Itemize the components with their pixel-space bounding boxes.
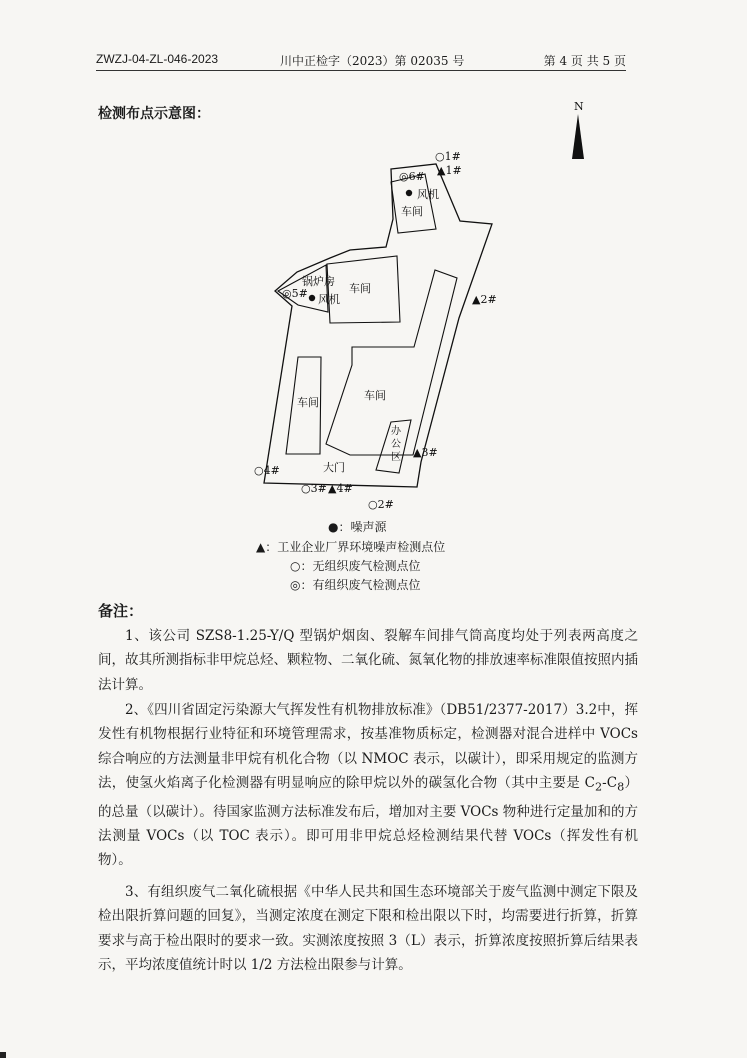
scan-corner-mark	[0, 1052, 6, 1058]
label-office	[391, 424, 402, 463]
report-code: ZWZJ-04-ZL-046-2023	[96, 52, 219, 66]
legend-fugitive-gas: ○：无组织废气检测点位	[290, 559, 421, 573]
point-t4: ▲4#	[328, 482, 353, 495]
north-label: N	[574, 100, 584, 113]
legend-stack-gas: ◎：有组织废气检测点位	[290, 578, 421, 592]
label-workshop-top: 车间	[401, 205, 423, 218]
note-paragraph-3: 3、有组织废气二氧化硫根据《中华人民共和国生态环境部关于废气监测中测定下限及检出限折算问题的回复》，当测定浓度在测定下限和检出限以下时，均需要进行折算，折算要求与高于检出限时的要求一致。实测浓度按照 3（L）表示，折算浓度按照折算后结果表示，平均浓度值统计时以 1/2 方法检出限参与计算。	[98, 884, 638, 973]
note-paragraph-2: 2、《四川省固定污染源大气挥发性有机物排放标准》（DB51/2377-2017）3.2中，挥发性有机物根据行业特征和环境管理需求，按基准物质标定，检测器对混合进样中 VOCs 综合响应的方法测量非甲烷有机化合物（以 NMOC 表示，以碳计），即采用规定的监测方法，使氢火焰离子化检测器有明显响应的除甲烷以外的碳氢化合物（其中主要是 $C_2-C_8$）的总量（以碳计）。待国家监测方法标准发布后，增加对主要 VOCs 物种进行定量加和的方法测量 VOCs（以 TOC 表示）。即可用非甲烷总烃检测结果代替 VOCs（挥发性有机物）。	[98, 702, 639, 869]
label-boiler-room: 锅炉房	[302, 275, 335, 288]
point-o1: ○1#	[435, 150, 461, 163]
label-workshop-left: 车间	[297, 396, 319, 409]
point-t2: ▲2#	[472, 293, 497, 306]
legend-boundary-noise: ▲：工业企业厂界环境噪声检测点位	[256, 540, 446, 554]
point-d6: ◎6#	[399, 170, 425, 183]
noise-source-dot	[406, 190, 412, 196]
label-fan-boiler: 风机	[318, 293, 340, 306]
point-o2: ○2#	[368, 498, 394, 511]
noise-source-dot	[309, 295, 315, 301]
north-arrow-icon	[572, 114, 584, 159]
svg-text:区: 区	[391, 452, 401, 463]
point-o3: ○3#	[301, 482, 327, 495]
legend-noise-source: ●：噪声源	[328, 520, 387, 534]
page-number: 第 4 页 共 5 页	[543, 54, 626, 68]
section-title: 检测布点示意图：	[98, 106, 210, 122]
notes-title: 备注：	[98, 602, 144, 620]
report-number: 川中正检字（2023）第 02035 号	[280, 54, 465, 68]
point-d5: ◎5#	[282, 287, 308, 300]
site-boundary	[264, 164, 492, 487]
point-t3: ▲3#	[413, 446, 438, 459]
svg-text:办: 办	[391, 426, 401, 437]
svg-text:公: 公	[391, 439, 401, 450]
point-t1: ▲1#	[437, 164, 462, 177]
label-fan-top: 风机	[417, 188, 439, 201]
label-workshop-middle: 车间	[349, 282, 371, 295]
label-workshop-large: 车间	[364, 389, 386, 402]
note-paragraph-1: 1、该公司 SZS8-1.25-Y/Q 型锅炉烟囱、裂解车间排气筒高度均处于列表两高度之间，故其所测指标非甲烷总烃、颗粒物、二氧化硫、氮氧化物的排放速率标准限值按照内插法计算。	[98, 628, 638, 693]
point-o4: ○4#	[254, 464, 280, 477]
label-gate: 大门	[323, 461, 345, 474]
